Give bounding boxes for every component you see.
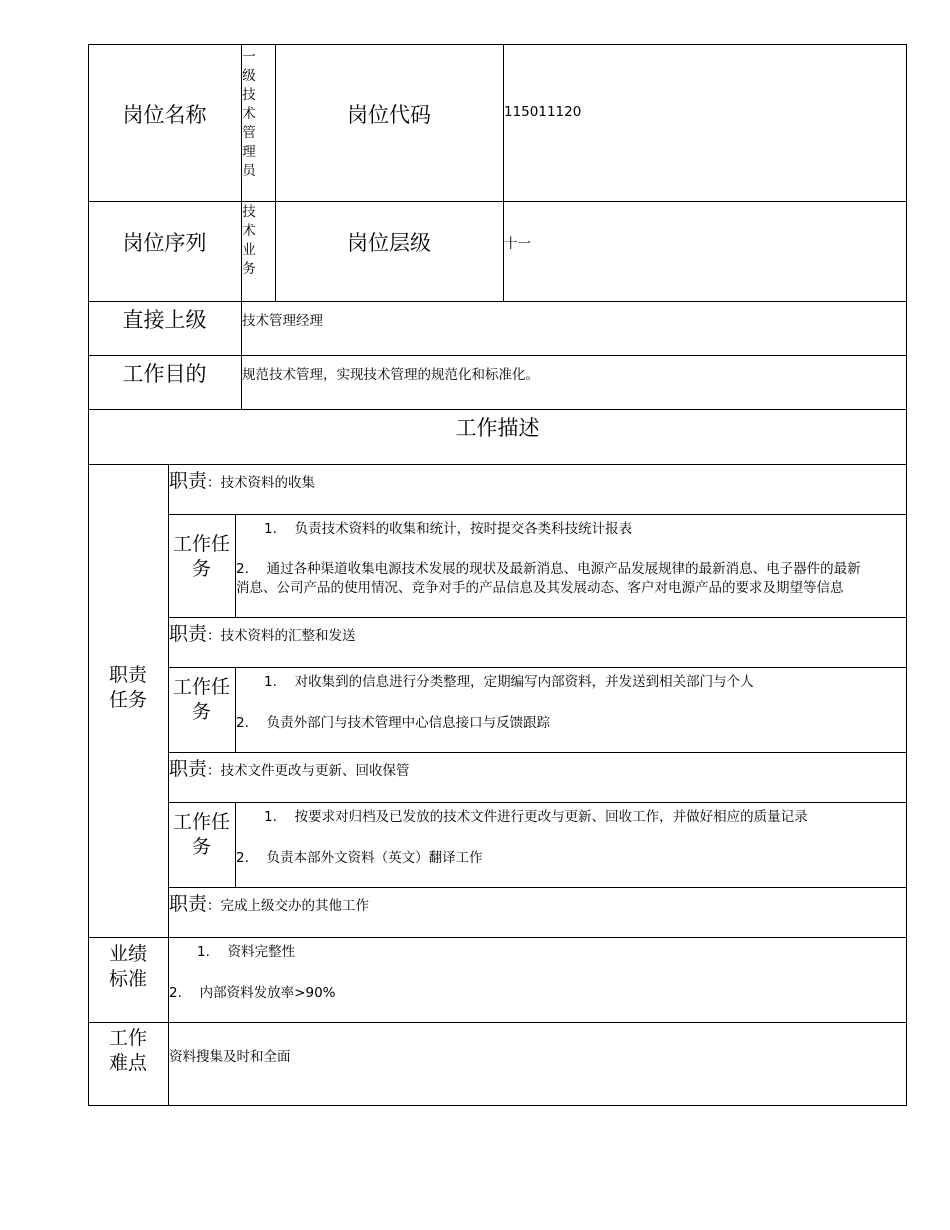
- duty-text: ：技术文件更改与更新、回收保管: [207, 763, 410, 779]
- duties-section-label-line-2: 任务: [108, 689, 147, 711]
- task-item: 2. 通过各种渠道收集电源技术发展的现状及最新消息、电源产品发展规律的最新消息、电子器件的最新: [236, 561, 861, 577]
- superior-label: 直接上级: [122, 308, 207, 332]
- task-label-line-1: 工作任: [172, 811, 230, 833]
- superior-value: 技术管理经理: [242, 313, 323, 329]
- duties-section-label-line-1: 职责: [108, 664, 147, 686]
- duty-title: [169, 622, 356, 647]
- difficulty-label: [88, 1026, 168, 1076]
- duties-section-label: [88, 663, 168, 713]
- duty-text: ：技术资料的收集: [207, 475, 316, 491]
- purpose-label: 工作目的: [122, 362, 207, 386]
- difficulty-label-line-2: 难点: [108, 1052, 147, 1074]
- job-level-value: 十一: [504, 236, 531, 252]
- task-item: 2. 负责外部门与技术管理中心信息接口与反馈跟踪: [236, 715, 551, 731]
- duty-text: ：完成上级交办的其他工作: [207, 898, 370, 914]
- task-item: 2. 负责本部外文资料（英文）翻译工作: [236, 850, 483, 866]
- description-title: 工作描述: [455, 416, 540, 440]
- duty-title: [169, 469, 315, 494]
- job-code-value: 115011120: [504, 104, 582, 120]
- job-series-label: 岗位序列: [122, 231, 207, 255]
- performance-item: 2. 内部资料发放率>90%: [169, 985, 336, 1001]
- duty-prefix: 职责: [169, 623, 208, 645]
- performance-label-line-2: 标准: [108, 968, 147, 990]
- duty-title: [169, 892, 369, 917]
- purpose-value: 规范技术管理，实现技术管理的规范化和标准化。: [242, 367, 539, 383]
- task-label: [168, 532, 235, 582]
- task-label-line-2: 务: [191, 701, 211, 723]
- task-label: [168, 810, 235, 860]
- task-label-line-2: 务: [191, 558, 211, 580]
- duty-prefix: 职责: [169, 893, 208, 915]
- duty-prefix: 职责: [169, 758, 208, 780]
- job-code-label: 岗位代码: [347, 103, 431, 127]
- job-name-label: 岗位名称: [122, 103, 207, 127]
- duty-title: [169, 757, 410, 782]
- task-label-line-1: 工作任: [172, 676, 230, 698]
- task-item: 1. 按要求对归档及已发放的技术文件进行更改与更新、回收工作，并做好相应的质量记录: [264, 809, 808, 825]
- difficulty-value: 资料搜集及时和全面: [169, 1049, 291, 1065]
- difficulty-label-line-1: 工作: [108, 1027, 147, 1049]
- performance-label-line-1: 业绩: [108, 943, 147, 965]
- task-label: [168, 675, 235, 725]
- task-item: 1. 负责技术资料的收集和统计，按时提交各类科技统计报表: [264, 521, 633, 537]
- task-label-line-2: 务: [191, 836, 211, 858]
- job-name-value: 一级技术管理员: [242, 49, 256, 179]
- duty-prefix: 职责: [169, 470, 208, 492]
- task-label-line-1: 工作任: [172, 533, 230, 555]
- job-level-label: 岗位层级: [347, 231, 431, 255]
- task-item-continued: 消息、公司产品的使用情况、竞争对手的产品信息及其发展动态、客户对电源产品的要求及期望等信息: [236, 580, 844, 596]
- performance-label: [88, 942, 168, 992]
- job-series-value: 技术业务: [242, 204, 256, 277]
- performance-item: 1. 资料完整性: [197, 944, 296, 960]
- task-item: 1. 对收集到的信息进行分类整理，定期编写内部资料，并发送到相关部门与个人: [264, 674, 754, 690]
- duty-text: ：技术资料的汇整和发送: [207, 628, 356, 644]
